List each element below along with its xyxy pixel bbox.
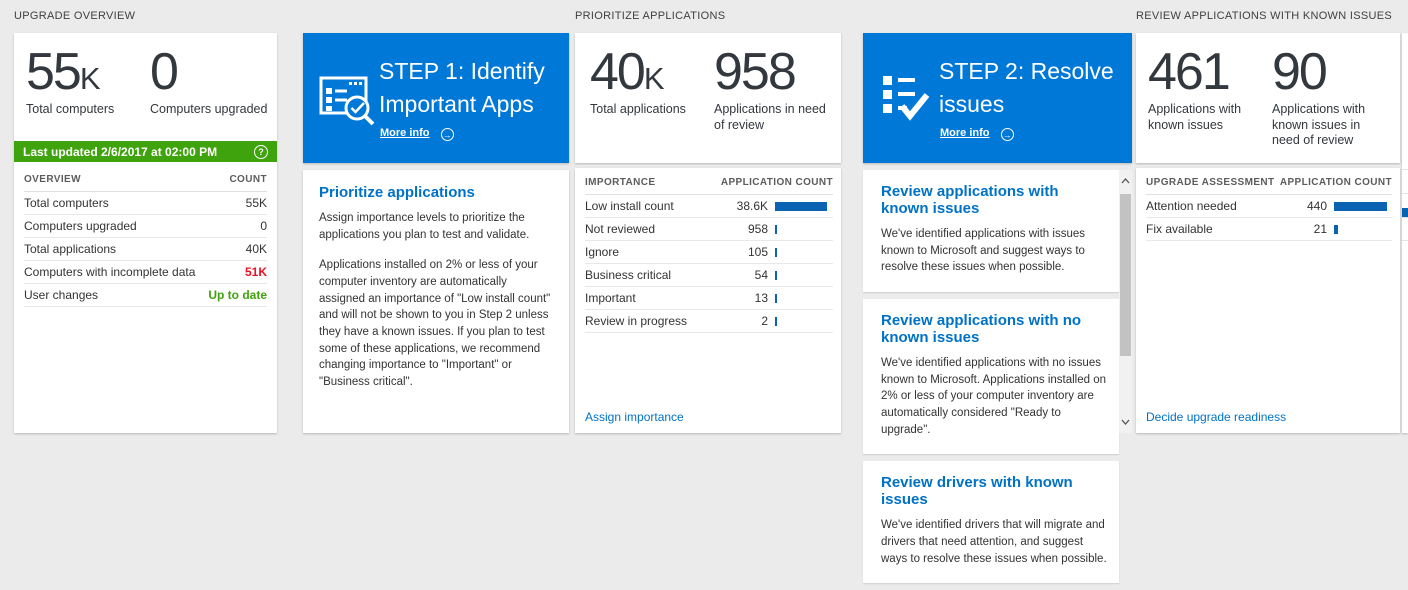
count-bar <box>775 294 777 303</box>
applications-stats-card <box>575 33 841 163</box>
count-bar <box>775 202 827 211</box>
review-drivers-body: We've identified drivers that will migrate and drivers that need attention, and suggest ways to resolve these issues when possible. <box>881 519 1107 565</box>
count-bar <box>775 317 777 326</box>
column-header: UPGRADE ASSESSMENT <box>1146 176 1275 188</box>
scrollbar-thumb[interactable] <box>1120 194 1131 356</box>
scroll-up-icon[interactable] <box>1119 173 1132 189</box>
help-icon[interactable]: ? <box>254 145 268 159</box>
column-header: APPLICATION COUNT <box>1279 176 1392 188</box>
review-block-known-issues <box>863 170 1119 292</box>
table-row[interactable]: Fix available 21 <box>1146 218 1392 241</box>
count-bar <box>775 248 777 257</box>
review-stats <box>1148 43 1396 149</box>
overview-table-header <box>24 167 267 192</box>
assign-importance-link[interactable]: Assign importance <box>585 410 684 424</box>
more-info-link[interactable]: More info <box>380 127 430 139</box>
table-row[interactable]: Low install count 38.6K <box>585 195 833 218</box>
stat-value: 40K <box>590 43 665 101</box>
prioritize-applications-panel <box>303 170 569 433</box>
assessment-table-card <box>1136 168 1400 433</box>
table-row[interactable]: Ignore 105 <box>585 241 833 264</box>
stat-apps-known-issues-review <box>1272 43 1396 149</box>
prioritize-paragraph-1: Assign importance levels to prioritize the applications you plan to test and validate. <box>319 212 530 241</box>
prioritize-paragraph-2: Applications installed on 2% or less of your computer inventory are automatically assigned an importance of "Low install count" and will not be shown to you in Step 2 unless they have a known issues. If you plan to test some of these applications, we recommend changing importance to "Important" or "Business critical". <box>319 259 551 389</box>
overview-stats <box>26 43 274 118</box>
upgrade-overview-card <box>14 33 277 433</box>
stat-label: Applications in need of review <box>714 102 826 132</box>
last-updated-text: Last updated 2/6/2017 at 02:00 PM <box>23 144 218 159</box>
count-bar <box>1334 225 1338 234</box>
step1-card[interactable] <box>303 33 569 163</box>
stat-value: 461 <box>1148 43 1229 101</box>
stat-label: Applications with known issues in need of review <box>1272 102 1366 148</box>
column-header: IMPORTANCE <box>585 176 656 188</box>
importance-table-card <box>575 168 841 433</box>
step2-card[interactable] <box>863 33 1132 163</box>
overview-section-header: UPGRADE OVERVIEW <box>14 10 136 22</box>
review-blocks <box>863 170 1119 590</box>
stat-computers-upgraded <box>150 43 274 118</box>
ok-value: Up to date <box>208 288 267 302</box>
review-no-known-issues-body: We've identified applications with no issues known to Microsoft. Applications installed on 2% or less of your computer inventory are automatically considered "Ready to upgrade". <box>881 357 1107 436</box>
more-info-link[interactable]: More info <box>940 127 990 139</box>
count-bar <box>1402 208 1408 217</box>
table-row[interactable]: Not reviewed 958 <box>585 218 833 241</box>
stat-value: 90 <box>1272 43 1326 101</box>
table-row[interactable]: Important 13 <box>585 287 833 310</box>
table-row[interactable]: Review in progress 2 <box>585 310 833 333</box>
stat-label: Applications with known issues <box>1148 102 1242 132</box>
stat-label: Total computers <box>26 102 115 117</box>
review-drivers-heading[interactable]: Review drivers with known issues <box>881 474 1073 509</box>
table-row[interactable]: Computers upgraded 0 <box>24 215 267 238</box>
vertical-scrollbar[interactable] <box>1119 170 1132 433</box>
stat-value: 55K <box>26 43 101 101</box>
table-row[interactable]: Total applications 40K <box>24 238 267 261</box>
assessment-table-header <box>1146 170 1392 195</box>
prioritize-applications-heading[interactable]: Prioritize applications <box>319 184 475 201</box>
review-block-drivers <box>863 461 1119 583</box>
review-scroll-panel <box>863 170 1132 565</box>
count-bar <box>775 225 777 234</box>
step2-title: STEP 2: Resolve issues <box>939 58 1114 118</box>
review-stats-card <box>1136 33 1400 163</box>
overview-table <box>24 167 267 307</box>
stat-label: Total applications <box>590 102 686 117</box>
arrow-circle-icon[interactable]: → <box>1002 130 1012 140</box>
step1-more-info <box>380 127 454 141</box>
table-row[interactable]: Computers with incomplete data 51K <box>24 261 267 284</box>
stat-value: 958 <box>714 43 795 101</box>
last-updated-banner <box>14 141 277 162</box>
table-row[interactable]: Total computers 55K <box>24 192 267 215</box>
stat-apps-known-issues <box>1148 43 1272 149</box>
table-row[interactable]: Attention needed 440 <box>1146 195 1392 218</box>
table-row[interactable]: Business critical 54 <box>585 264 833 287</box>
prioritize-section-header: PRIORITIZE APPLICATIONS <box>575 10 726 22</box>
arrow-circle-icon[interactable]: → <box>442 130 452 140</box>
step2-more-info <box>940 127 1014 141</box>
count-bar <box>775 271 777 280</box>
review-known-issues-heading[interactable]: Review applications with known issues <box>881 183 1059 217</box>
column-header: OVERVIEW <box>24 173 81 185</box>
column-header: APPLICATION COUNT <box>720 176 833 188</box>
importance-table-header <box>585 170 833 195</box>
applications-stats <box>590 43 838 133</box>
stat-total-applications <box>590 43 714 133</box>
next-section-sliver <box>1402 33 1408 433</box>
stat-total-computers <box>26 43 150 118</box>
resolve-issues-icon <box>881 73 933 128</box>
count-bar <box>1334 202 1387 211</box>
step1-title: STEP 1: Identify Important Apps <box>379 58 545 118</box>
identify-apps-icon <box>319 71 379 132</box>
review-no-known-issues-heading[interactable]: Review applications with no known issues <box>881 312 1082 347</box>
review-known-issues-body: We've identified applications with issues known to Microsoft and suggest ways to resolve these issues when possible. <box>881 228 1085 274</box>
alert-value: 51K <box>244 265 267 279</box>
scroll-down-icon[interactable] <box>1119 414 1132 430</box>
assessment-table <box>1146 170 1392 241</box>
table-row[interactable]: User changes Up to date <box>24 284 267 307</box>
decide-upgrade-readiness-link[interactable]: Decide upgrade readiness <box>1146 410 1287 424</box>
review-section-header: REVIEW APPLICATIONS WITH KNOWN ISSUES <box>1136 10 1392 22</box>
stat-label: Computers upgraded <box>150 102 268 117</box>
importance-table <box>585 170 833 333</box>
column-header: COUNT <box>229 173 267 185</box>
stat-apps-need-review <box>714 43 838 133</box>
review-block-no-known-issues <box>863 299 1119 454</box>
stat-value: 0 <box>150 43 177 101</box>
